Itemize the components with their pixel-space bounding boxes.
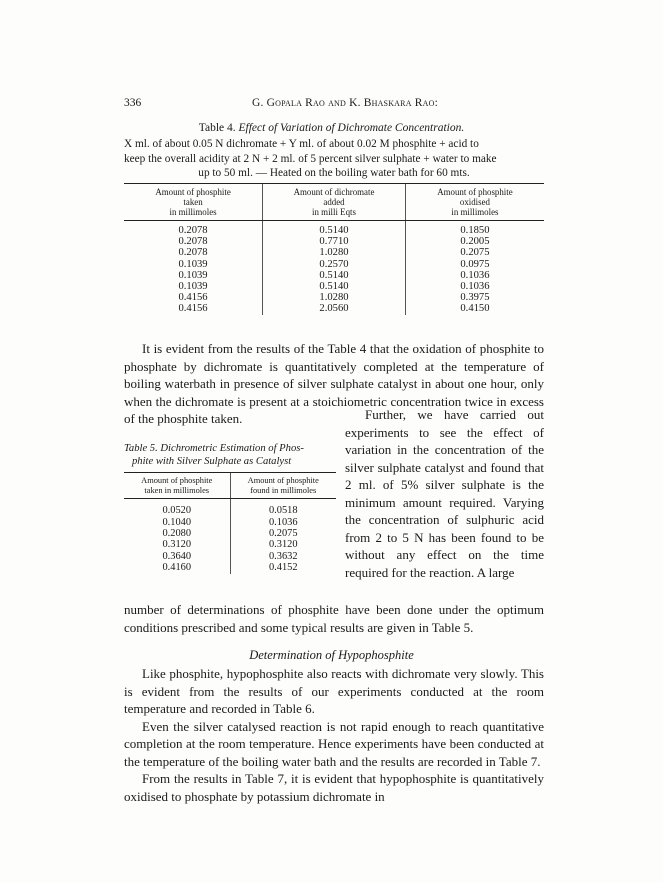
table-row: 0.4160 0.4152 xyxy=(124,562,336,573)
table-row: 0.2078 0.5140 0.1850 xyxy=(124,221,544,237)
table-row: 0.1039 0.5140 0.1036 xyxy=(124,281,544,292)
table-row: 0.2078 0.7710 0.2005 xyxy=(124,236,544,247)
table4-col-phosphite-taken: Amount of phosphite taken in millimoles xyxy=(124,184,263,221)
running-header-authors: G. Gopala Rao and K. Bhaskara Rao: xyxy=(252,97,438,109)
table-row: 0.3640 0.3632 xyxy=(124,551,336,562)
table5-caption-line: phite with Silver Sulphate as Catalyst xyxy=(132,456,292,467)
table4-caption xyxy=(0,122,663,134)
table5-col-taken: Amount of phosphite taken in millimoles xyxy=(124,473,230,499)
body-paragraph-1: It is evident from the results of the Table 4 that the oxidation of phosphite to phosphate by dichromate is quantitatively completed at the temperature of boiling waterbath in presence of silver sulphate catalyst in about one hour, only when the dichromate is present at a stoichiometric concentration twice in excess of the phosphite taken. xyxy=(124,341,544,426)
page-number: 336 xyxy=(124,97,142,109)
table-row: 0.0520 0.0518 xyxy=(124,499,336,517)
table5-block xyxy=(124,442,336,574)
table-row: 0.2078 1.0280 0.2075 xyxy=(124,247,544,258)
body-paragraphs-hypophosphite xyxy=(124,665,544,805)
table4-note-line: up to 50 ml. — Heated on the boiling water bath for 60 mts. xyxy=(198,167,470,179)
table-row: 0.4156 2.0560 0.4150 xyxy=(124,303,544,314)
table4-experimental-note xyxy=(124,137,544,181)
table5-caption-line: Table 5. Dichrometric Estimation of Phos- xyxy=(124,443,304,454)
table4-caption-prefix: Table 4. xyxy=(198,122,236,134)
section-heading: Determination of Hypophosphite xyxy=(249,648,414,662)
body-paragraph-5: Even the silver catalysed reaction is not rapid enough to reach quantitative completion at the room temperature. Hence experiments have been conducted at the temperature of the boiling water bath and the results are recorded in Table 7. xyxy=(124,718,544,769)
table-row: 0.1040 0.1036 xyxy=(124,517,336,528)
table4-col-phosphite-oxidised: Amount of phosphite oxidised in millimoles xyxy=(405,184,544,221)
table-row: 0.1039 0.5140 0.1036 xyxy=(124,270,544,281)
table4-note-line: X ml. of about 0.05 N dichromate + Y ml. of about 0.02 M phosphite + acid to xyxy=(124,138,479,150)
table5-caption xyxy=(124,442,336,468)
table-row: 0.2080 0.2075 xyxy=(124,528,336,539)
body-paragraph-6: From the results in Table 7, it is evident that hypophosphite is quantitatively oxidised to phosphate by potassium dichromate in xyxy=(124,771,544,804)
body-paragraph-3: number of determinations of phosphite have been done under the optimum conditions prescribed and some typical results are given in Table 5. xyxy=(124,602,544,635)
table4-header-row xyxy=(124,184,544,221)
table4-note-line: keep the overall acidity at 2 N + 2 ml. of 5 percent silver sulphate + water to make xyxy=(124,152,497,165)
table4-col-dichromate-added: Amount of dichromate added in milli Eqts xyxy=(263,184,406,221)
table5-col-found: Amount of phosphite found in millimoles xyxy=(230,473,336,499)
table-row: 0.1039 0.2570 0.0975 xyxy=(124,259,544,270)
table5-header-row xyxy=(124,473,336,499)
table4-caption-title: Effect of Variation of Dichromate Concentration. xyxy=(238,122,465,134)
table-row: 0.3120 0.3120 xyxy=(124,539,336,550)
table5 xyxy=(124,472,336,574)
table-row: 0.4156 1.0280 0.3975 xyxy=(124,292,544,303)
table4 xyxy=(124,183,544,315)
body-paragraph-4: Like phosphite, hypophosphite also reacts with dichromate very slowly. This is evident from the results of our experiments conducted at the room temperature and recorded in Table 6. xyxy=(124,666,544,716)
body-paragraph-2: Further, we have carried out experiments to see the effect of variation in the concentration of the silver sulphate catalyst and found that 2 ml. of 5% silver sulphate is the minimum amount required. Varying the concentration of sulphuric acid from 2 to 5 N has been found to be without any effect on the time required for the reaction. A large xyxy=(345,407,544,580)
